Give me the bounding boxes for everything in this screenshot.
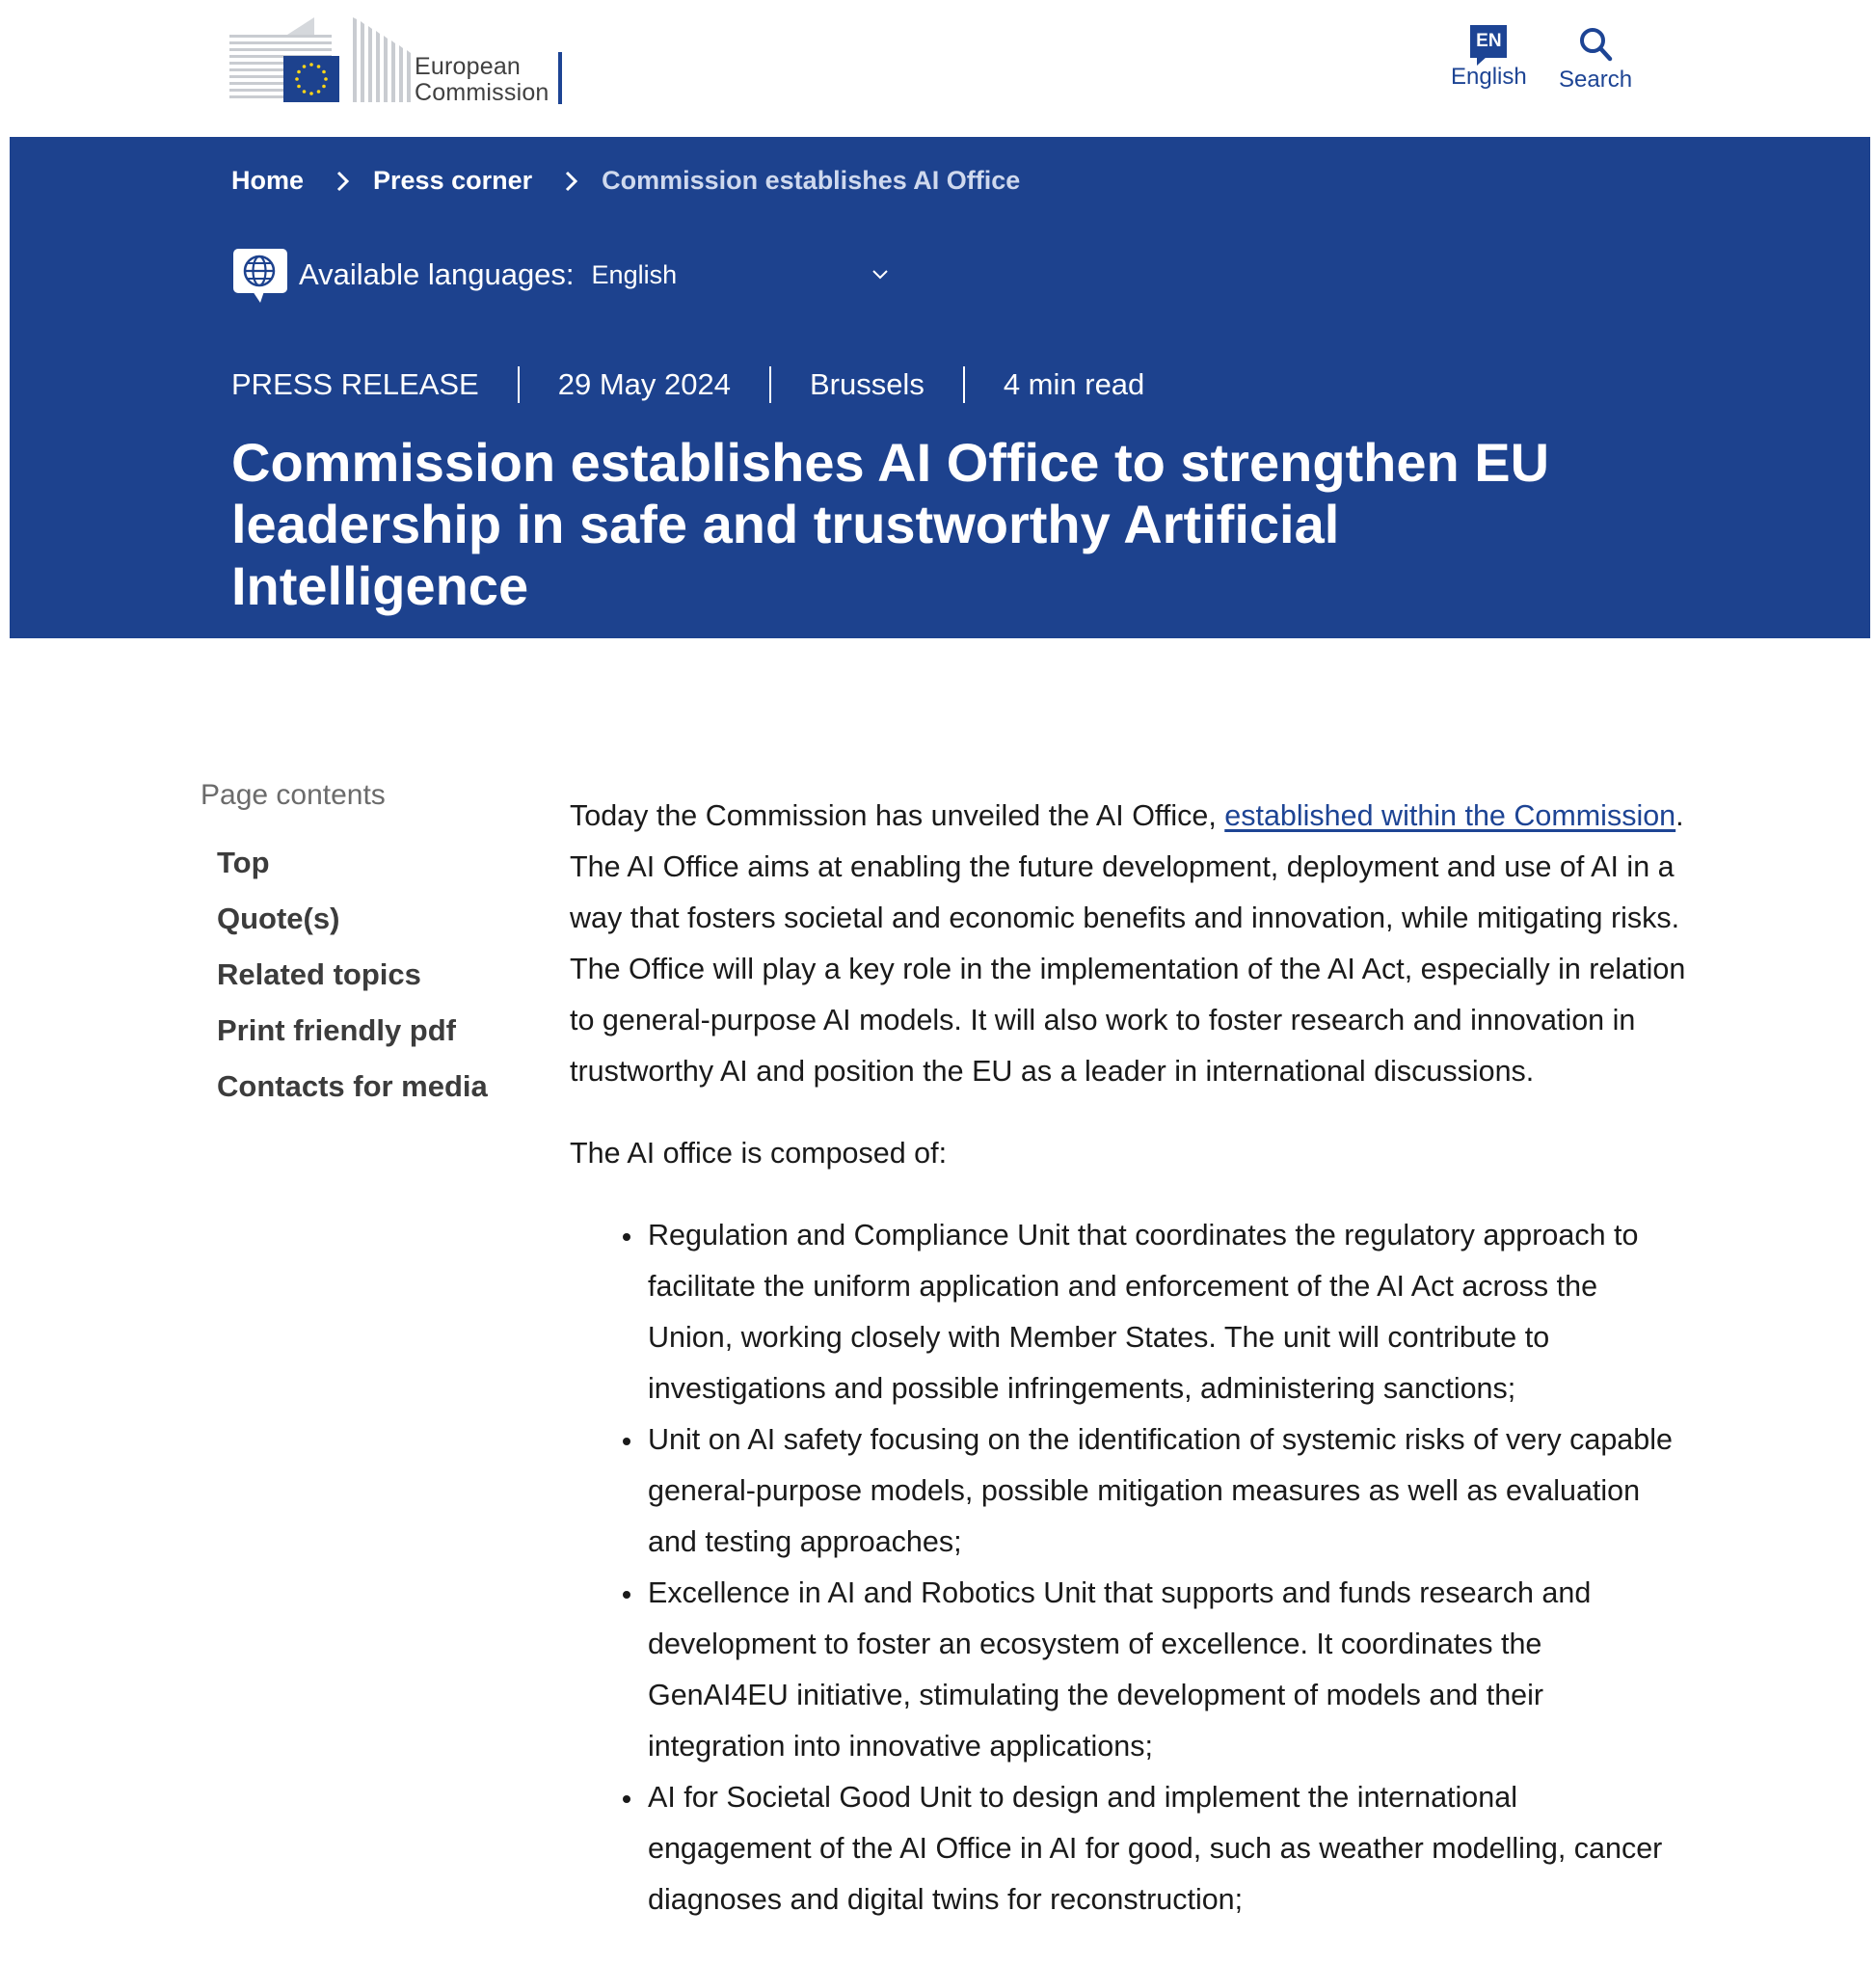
page-contents-nav [201,779,519,1115]
logo-divider [558,52,562,104]
page-contents-title: Page contents [201,779,386,811]
list-item: Excellence in AI and Robotics Unit that supports and funds research and development to foster an ecosystem of excellence. It coordinates the GenAI4EU initiative, stimulating the development of models and their integration into innovative applications; [648,1568,1688,1772]
language-select-value: English [591,259,678,289]
logo-line-european: European [415,53,522,80]
publication-date: 29 May 2024 [557,367,731,401]
search-icon [1576,25,1615,64]
intro-paragraph [570,791,1688,1097]
chevron-down-icon [870,264,891,285]
press-release-meta [231,366,1183,403]
available-languages [231,245,891,305]
language-switcher-button[interactable] [1451,25,1527,91]
page-contents-contacts-media[interactable]: Contacts for media [217,1069,488,1103]
page-contents-print-pdf[interactable]: Print friendly pdf [217,1013,456,1047]
list-item: Regulation and Compliance Unit that coordinates the regulatory approach to facilitate the uniform application and enforcement of the AI Act across the Union, working closely with Member States. The unit will contribute to investigations and possible infringements, administering sanctions; [648,1210,1688,1414]
breadcrumb-home[interactable]: Home [231,166,305,195]
page-title: Commission establishes AI Office to strengthen EU leadership in safe and trustworthy Artificial Intelligence [231,432,1550,616]
search-label: Search [1559,67,1633,93]
list-item: AI for Societal Good Unit to design and implement the international engagement of the AI Office in AI for good, such as weather modelling, cancer diagnoses and digital twins for reconstruction; [648,1772,1688,1925]
logo-line-commission: Commission [415,79,549,106]
page-banner [10,137,1870,638]
chevron-right-icon [559,169,584,194]
list-item: Unit on AI safety focusing on the identification of systemic risks of very capable general-purpose models, possible mitigation measures as well as evaluation and testing approaches; [648,1414,1688,1568]
available-languages-label: Available languages: [299,257,575,291]
site-header [0,0,1876,137]
location: Brussels [809,367,925,401]
read-time: 4 min read [1003,367,1145,401]
language-select[interactable] [592,260,891,290]
established-within-commission-link[interactable]: established within the Commission [1224,799,1676,832]
article-body [570,791,1688,1925]
page-contents-list [201,835,519,1115]
language-code-icon [1470,25,1507,58]
language-code: EN [1476,31,1502,51]
language-switcher-label: English [1451,64,1527,90]
intro-text-start: Today the Commission has unveiled the AI Office, [570,799,1225,832]
chevron-right-icon [331,169,356,194]
logo-wordmark [415,54,549,106]
search-button[interactable] [1559,25,1632,94]
intro-text-end: . The AI Office aims at enabling the future development, deployment and use of AI in a way that fosters societal and economic benefits and innovation, while mitigating risks. The Office will play a key role in the implementation of the AI Act, especially in relation to general-purpose AI models. It will also work to foster research and innovation in trustworthy AI and position the EU as a leader in international discussions. [570,799,1686,1088]
breadcrumb-press-corner[interactable]: Press corner [373,166,533,195]
page-contents-quotes[interactable]: Quote(s) [217,902,340,935]
composition-intro: The AI office is composed of: [570,1137,948,1170]
content-type: PRESS RELEASE [231,367,479,401]
globe-speech-bubble-icon [231,245,291,305]
breadcrumb [231,166,1020,196]
breadcrumb-current: Commission establishes AI Office [602,166,1021,195]
page-contents-top[interactable]: Top [217,846,270,879]
units-list [570,1210,1688,1925]
page-contents-related-topics[interactable]: Related topics [217,957,421,991]
